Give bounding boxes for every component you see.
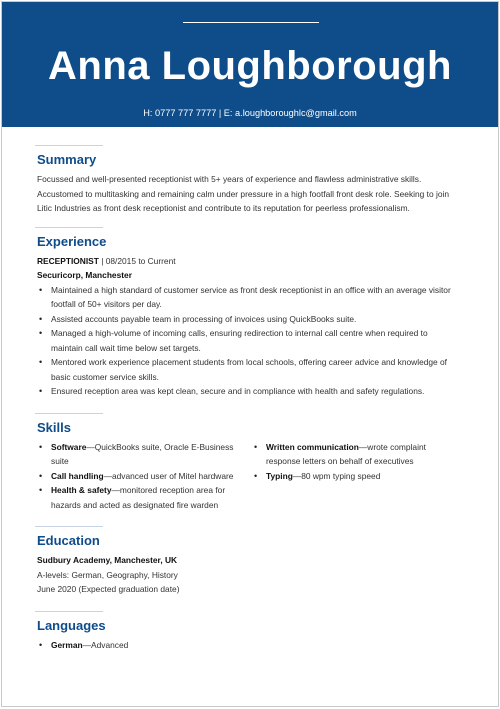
section-title: Education [37,533,100,548]
bullet-icon: • [39,328,43,338]
job-dates: | 08/2015 to Current [98,255,176,266]
skills-list-left [35,440,250,513]
section-title: Experience [37,233,107,249]
bullet-icon: • [39,313,43,324]
section-divider [35,145,103,146]
resume-page [1,1,499,707]
experience-list [35,283,458,399]
skills-list-right [250,440,430,513]
list-item: • Ensured reception area was kept clean, secure and in compliance with health and safety regulations. [35,384,458,399]
bullet-icon: • [39,639,43,650]
education-date: June 2020 (Expected graduation date) [37,584,180,594]
bullet-icon: • [39,441,43,452]
section-divider [35,611,103,612]
bullet-icon: • [39,485,43,495]
skill-item: • Call handling—advanced user of Mitel hardware [35,469,250,484]
summary-section [35,145,458,216]
header-divider [183,22,319,23]
skills-section [35,413,458,513]
section-divider [35,227,103,228]
list-item: • Assisted accounts payable team in processing of invoices using QuickBooks suite. [35,312,458,327]
contact-info: H: 0777 777 7777 | E: a.loughboroughlc@gmail.com [143,108,357,118]
education-section [35,526,458,597]
company: Securicorp, Manchester [37,270,132,280]
summary-text: Focussed and well-presented receptionist with 5+ years of experience and flawless administrative skills. Accustomed to multitasking and remaining calm under pressure in a high footfall front desk role. Seeking to join Litic Industries as front desk receptionist and contribute to its reputation for peerless professionalism. [37,174,449,213]
section-title: Skills [37,419,71,435]
bullet-icon: • [254,441,258,452]
bullet-icon: • [39,357,43,367]
education-subjects: A-levels: German, Geography, History [37,569,178,580]
resume-content [35,127,458,652]
candidate-name: Anna Loughborough [48,44,452,88]
experience-section [35,227,458,399]
section-divider [35,526,103,527]
list-item: • Managed a high-volume of incoming calls, ensuring redirection to internal call centre when required to maintain call wait time below set targets. [39,328,428,353]
section-divider [35,413,103,414]
languages-section [35,611,458,653]
bullet-icon: • [39,284,43,295]
list-item: • Maintained a high standard of customer service as front desk receptionist in an office with an average visitor footfall of 50+ visitors per day. [39,284,451,309]
school-name: Sudbury Academy, Manchester, UK [37,555,178,565]
skill-item: • Software—QuickBooks suite, Oracle E-Business suite [39,441,234,466]
bullet-icon: • [39,386,43,396]
skills-columns [35,440,458,513]
job-header [37,254,458,269]
list-item: • Mentored work experience placement students from local schools, offering career advice and knowledge of basic customer service skills. [39,357,448,382]
skill-item: • Typing—80 wpm typing speed [250,469,430,484]
skill-item: • Written communication—wrote complaint response letters on behalf of executives [254,441,426,466]
skill-item: • Health & safety—monitored reception area for hazards and acted as designated fire warden [39,485,226,510]
bullet-icon: • [254,470,258,481]
section-title: Languages [37,617,106,633]
resume-header [2,2,498,127]
bullet-icon: • [39,470,43,481]
job-title: RECEPTIONIST [37,255,99,266]
language-item: • German—Advanced [35,638,458,653]
languages-list [35,638,458,653]
section-title: Summary [37,152,97,167]
